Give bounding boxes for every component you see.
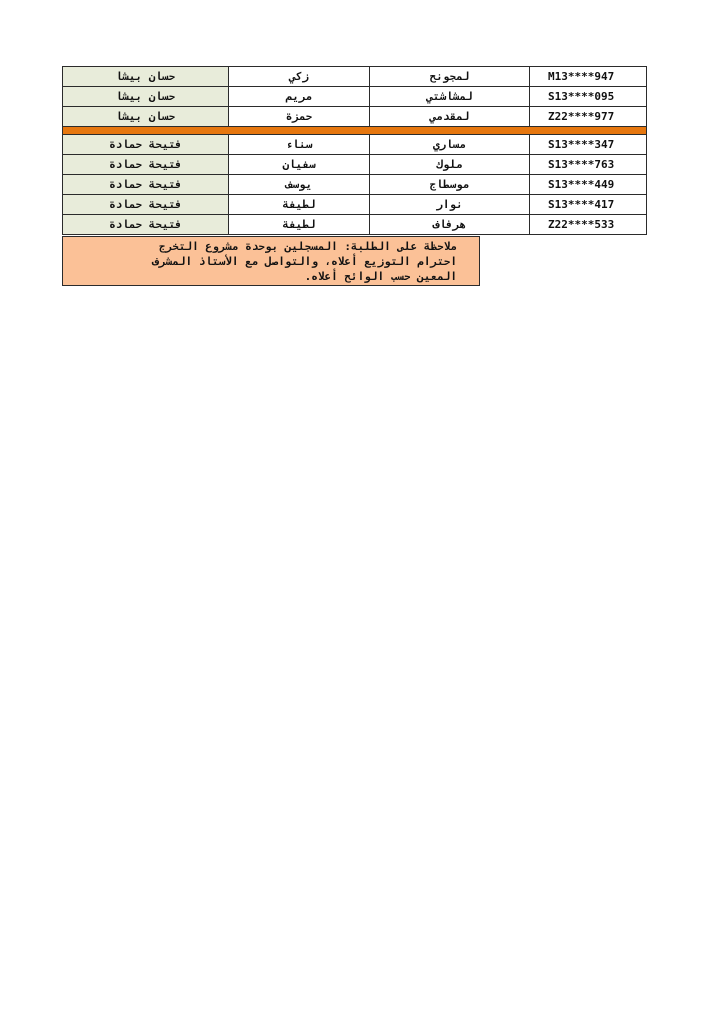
student-id-cell: Z22****533 xyxy=(530,215,647,235)
last-name-cell: لمجونح xyxy=(370,67,530,87)
table-row xyxy=(63,195,647,215)
last-name-cell: نوار xyxy=(370,195,530,215)
supervisor-cell: فتيحة حمادة xyxy=(63,135,229,155)
first-name-cell: زكي xyxy=(229,67,370,87)
student-id-cell: S13****763 xyxy=(530,155,647,175)
table-row xyxy=(63,87,647,107)
note-line: ملاحظة على الطلبة: المسجلين بوحدة مشروع التخرج xyxy=(158,240,457,253)
table-row xyxy=(63,215,647,235)
group-separator-row xyxy=(63,127,647,135)
supervisor-cell: فتيحة حمادة xyxy=(63,155,229,175)
table-row xyxy=(63,175,647,195)
supervisor-cell: حسان بيشا xyxy=(63,107,229,127)
first-name-cell: لطيفة xyxy=(229,195,370,215)
students-table xyxy=(62,66,647,235)
first-name-cell: سفيان xyxy=(229,155,370,175)
last-name-cell: ملوك xyxy=(370,155,530,175)
last-name-cell: هرفاف xyxy=(370,215,530,235)
last-name-cell: لمقدمي xyxy=(370,107,530,127)
last-name-cell: لمشاشتي xyxy=(370,87,530,107)
supervisor-cell: فتيحة حمادة xyxy=(63,215,229,235)
student-id-cell: M13****947 xyxy=(530,67,647,87)
first-name-cell: حمزة xyxy=(229,107,370,127)
group-separator xyxy=(63,127,647,135)
first-name-cell: سناء xyxy=(229,135,370,155)
table-row xyxy=(63,135,647,155)
supervisor-cell: حسان بيشا xyxy=(63,87,229,107)
table-row xyxy=(63,155,647,175)
supervisor-cell: فتيحة حمادة xyxy=(63,195,229,215)
student-id-cell: S13****449 xyxy=(530,175,647,195)
student-id-cell: S13****095 xyxy=(530,87,647,107)
student-id-cell: Z22****977 xyxy=(530,107,647,127)
first-name-cell: يوسف xyxy=(229,175,370,195)
student-id-cell: S13****347 xyxy=(530,135,647,155)
supervisor-cell: فتيحة حمادة xyxy=(63,175,229,195)
supervisor-cell: حسان بيشا xyxy=(63,67,229,87)
student-id-cell: S13****417 xyxy=(530,195,647,215)
last-name-cell: موسطاج xyxy=(370,175,530,195)
note-line: احترام التوزيع أعلاه، والتواصل مع الأستاذ المشرف xyxy=(152,255,457,268)
note-box xyxy=(62,236,480,286)
table-row xyxy=(63,107,647,127)
table-row xyxy=(63,67,647,87)
note-line: المعين حسب الوائح أعلاه. xyxy=(304,270,457,283)
first-name-cell: مريم xyxy=(229,87,370,107)
last-name-cell: مساري xyxy=(370,135,530,155)
first-name-cell: لطيفة xyxy=(229,215,370,235)
